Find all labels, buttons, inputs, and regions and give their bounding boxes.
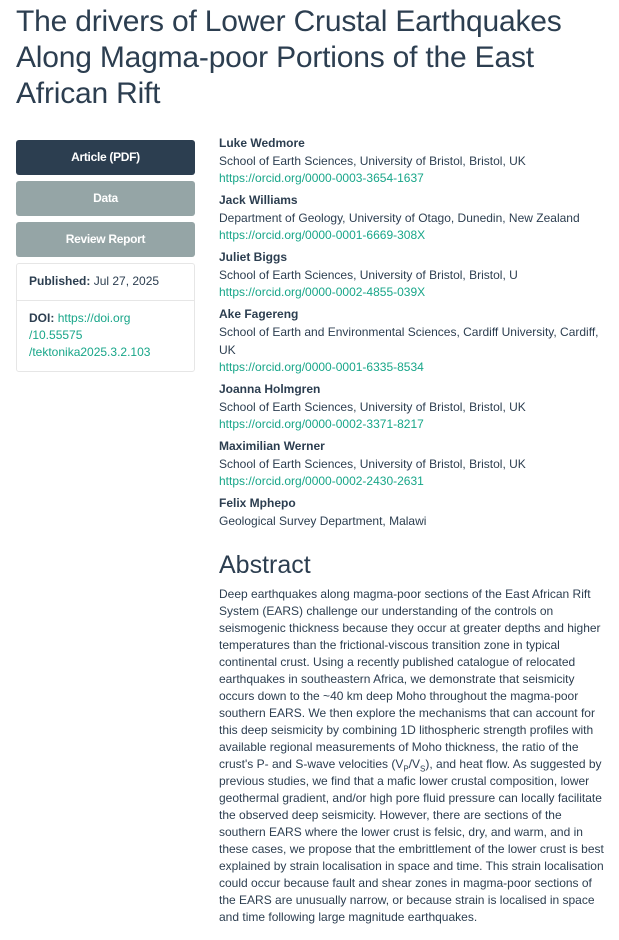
author-list <box>219 135 604 530</box>
article-pdf-button[interactable]: Article (PDF) <box>16 140 195 175</box>
review-report-button[interactable]: Review Report <box>16 222 195 257</box>
article-title: The drivers of Lower Crustal Earthquakes Along Magma-poor Portions of the East African Rift <box>16 5 562 110</box>
author-orcid-link[interactable]: https://orcid.org/0000-0002-3371-8217 <box>219 417 424 431</box>
abstract-text <box>219 586 604 926</box>
published-label: Published: <box>29 274 91 288</box>
article-sidebar <box>16 140 195 372</box>
author-name: Luke Wedmore <box>219 136 305 150</box>
author-entry <box>219 306 604 376</box>
author-affiliation: Geological Survey Department, Malawi <box>219 514 427 528</box>
author-orcid-link[interactable]: https://orcid.org/0000-0003-3654-1637 <box>219 171 424 185</box>
author-name: Ake Fagereng <box>219 307 299 321</box>
author-affiliation: School of Earth and Environmental Sciences, Cardiff University, Cardiff, UK <box>219 325 599 357</box>
author-entry <box>219 135 604 187</box>
author-affiliation: School of Earth Sciences, University of Bristol, Bristol, UK <box>219 457 526 471</box>
abstract-section <box>219 550 604 926</box>
author-name: Joanna Holmgren <box>219 382 321 396</box>
subscript-s: S <box>420 764 426 774</box>
published-date: Jul 27, 2025 <box>93 274 160 288</box>
author-entry <box>219 192 604 244</box>
article-meta-card <box>16 263 195 372</box>
author-orcid-link[interactable]: https://orcid.org/0000-0002-2430-2631 <box>219 474 424 488</box>
author-name: Maximilian Werner <box>219 439 325 453</box>
doi-link-part: /10.55575 <box>29 328 83 342</box>
author-name: Felix Mphepo <box>219 496 296 510</box>
article-main <box>219 135 604 926</box>
author-affiliation: Department of Geology, University of Otago, Dunedin, New Zealand <box>219 211 580 225</box>
data-button[interactable]: Data <box>16 181 195 216</box>
abstract-text-part: Deep earthquakes along magma-poor sections of the East African Rift System (EARS) challenge our understanding of the controls on seismogenic thickness because they occur at greater depths and higher temperatures than the frictional-viscous transition zone in typical continental crust. Using a recently published catalogue of relocated earthquakes in southeastern Africa, we demonstrate that seismicity occurs down to the ~40 km deep Moho throughout the magma-poor southern EARS. We then explore the mechanisms that can account for this deep seismicity by combining 1D lithospheric strength profiles with available regional measurements of Moho thickness, the ratio of the crust's P- and S-wave velocities (V <box>219 587 601 771</box>
author-name: Jack Williams <box>219 193 298 207</box>
author-orcid-link[interactable]: https://orcid.org/0000-0001-6335-8534 <box>219 360 424 374</box>
author-entry <box>219 249 604 301</box>
author-entry <box>219 438 604 490</box>
abstract-text-part: /V <box>408 757 421 771</box>
author-affiliation: School of Earth Sciences, University of Bristol, Bristol, U <box>219 268 518 282</box>
abstract-text-part: ), and heat flow. As suggested by previous studies, we find that a mafic lower crustal composition, lower geothermal gradient, and/or high pore fluid pressure can locally facilitate the observed deep seismicity. However, there are sections of the southern EARS where the lower crust is felsic, dry, and warm, and in these cases, we propose that the embrittlement of the lower crust is best explained by strain localisation in space and time. This strain localisation could occur because fault and shear zones in magma-poor sections of the EARS are unusually narrow, or because strain is localised in space and time following large magnitude earthquakes. <box>219 757 604 924</box>
subscript-p: P <box>403 764 409 774</box>
doi-link-part: https://doi.org <box>57 311 131 325</box>
author-name: Juliet Biggs <box>219 250 288 264</box>
published-row <box>17 264 194 300</box>
author-entry <box>219 381 604 433</box>
author-affiliation: School of Earth Sciences, University of Bristol, Bristol, UK <box>219 154 526 168</box>
author-orcid-link[interactable]: https://orcid.org/0000-0001-6669-308X <box>219 228 426 242</box>
abstract-heading: Abstract <box>219 551 311 579</box>
doi-label: DOI: <box>29 311 55 325</box>
doi-row <box>17 300 194 371</box>
author-orcid-link[interactable]: https://orcid.org/0000-0002-4855-039X <box>219 285 426 299</box>
author-entry <box>219 495 604 530</box>
author-affiliation: School of Earth Sciences, University of Bristol, Bristol, UK <box>219 400 526 414</box>
doi-link-part: /tektonika2025.3.2.103 <box>29 345 151 359</box>
